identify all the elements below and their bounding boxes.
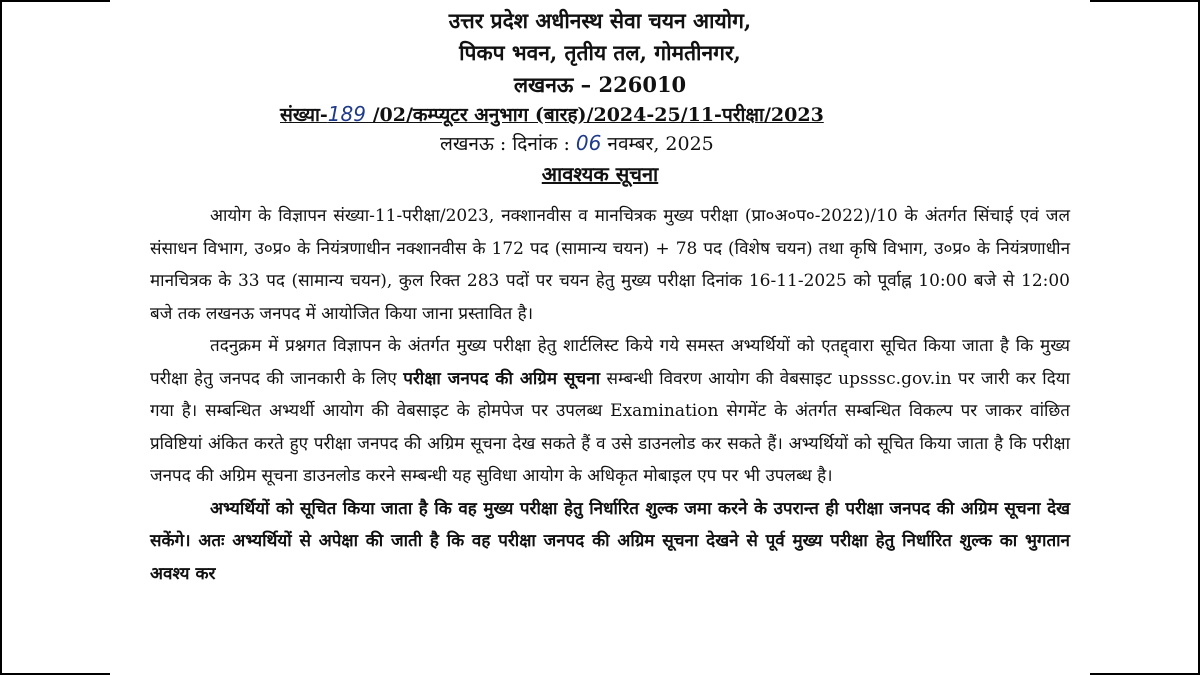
commission-address: पिकप भवन, तृतीय तल, गोमतीनगर, [459,40,741,65]
commission-name: उत्तर प्रदेश अधीनस्थ सेवा चयन आयोग, [448,8,752,33]
reference-suffix: /02/कम्प्यूटर अनुभाग (बारह)/2024-25/11-परीक्षा/2023 [365,104,824,126]
reference-number [280,99,824,130]
paragraph-2-text-b: सम्बन्धी विवरण आयोग की वेबसाइट upsssc.gov.in पर जारी कर दिया गया है। सम्बन्धित अभ्यर्थी आयोग की वेबसाइट के होमपेज पर उपलब्ध Examination सेगमेंट के अंतर्गत सम्बन्धित विकल्प पर जाकर वांछित प्रविष्टियां अंकित करते हुए परीक्षा जनपद की अग्रिम सूचना देख सकते हैं व उसे डाउनलोड कर सकते हैं। अभ्यर्थियों को सूचित किया जाता है कि परीक्षा जनपद की अग्रिम सूचना डाउनलोड करने सम्बन्धी यह सुविधा आयोग के अधिकृत मोबाइल एप पर भी उपलब्ध है। [150,368,1070,486]
date-prefix: लखनऊ : दिनांक : [440,133,576,155]
handwritten-reference-number: 189 [327,102,366,126]
notice-body [150,200,1070,590]
document-page [110,0,1090,675]
paragraph-2-text-a: तदनुक्रम में प्रश्नगत विज्ञापन के अंतर्गत मुख्य परीक्षा हेतु शार्टलिस्ट किये गये समस्त अभ्यर्थियों को एतद्द्वारा सूचित किया जाता है कि मुख्य परीक्षा हेतु जनपद की जानकारी के लिए [150,336,1070,389]
paragraph-2-bold: परीक्षा जनपद की अग्रिम सूचना [403,368,601,389]
paragraph-2 [150,330,1070,493]
notice-title: आवश्यक सूचना [541,162,659,186]
paragraph-1: आयोग के विज्ञापन संख्या-11-परीक्षा/2023, नक्शानवीस व मानचित्रक मुख्य परीक्षा (प्रा०अ०प०-2022)/10 के अंतर्गत सिंचाई एवं जल संसाधन विभाग, उ०प्र० के नियंत्रणाधीन नक्शानवीस के 172 पद (सामान्य चयन) + 78 पद (विशेष चयन) तथा कृषि विभाग, उ०प्र० के नियंत्रणाधीन मानचित्रक के 33 पद (सामान्य चयन), कुल रिक्त 283 पदों पर चयन हेतु मुख्य परीक्षा दिनांक 16-11-2025 को पूर्वाह्न 10:00 बजे से 12:00 बजे तक लखनऊ जनपद में आयोजित किया जाना प्रस्तावित है। [150,206,1070,324]
date-line [440,128,714,159]
reference-prefix: संख्या- [280,104,328,126]
handwritten-date-day: 06 [575,131,602,155]
date-suffix: नवम्बर, 2025 [601,133,714,155]
paragraph-3: अभ्यर्थियों को सूचित किया जाता है कि वह मुख्य परीक्षा हेतु निर्धारित शुल्क जमा करने के उपरान्त ही परीक्षा जनपद की अग्रिम सूचना देख सकेंगे। अतः अभ्यर्थियों से अपेक्षा की जाती है कि वह परीक्षा जनपद की अग्रिम सूचना देखने से पूर्व मुख्य परीक्षा हेतु निर्धारित शुल्क का भुगतान अवश्य कर [150,498,1070,584]
commission-city-pin: लखनऊ – 226010 [513,72,687,97]
